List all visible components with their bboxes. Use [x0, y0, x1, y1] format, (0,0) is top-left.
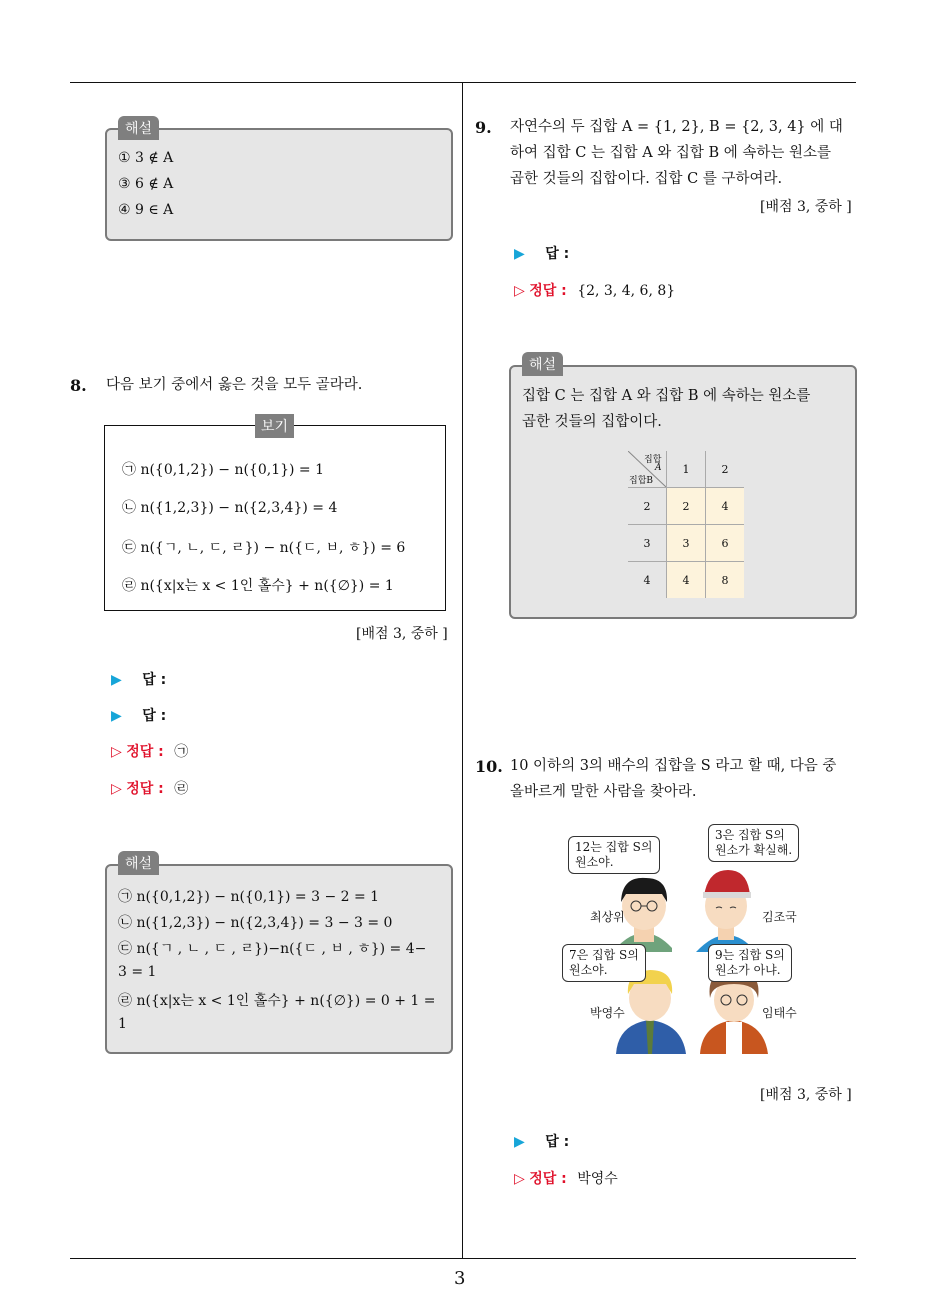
row-header: 2 — [628, 488, 667, 525]
triangle-outline-icon: ▷ — [514, 1171, 525, 1187]
solution-tab: 해설 — [118, 116, 159, 140]
triangle-outline-icon: ▷ — [514, 283, 525, 299]
person-lim-figure — [700, 970, 768, 1054]
answer-row — [111, 669, 166, 689]
question-text: 다음 보기 중에서 옳은 것을 모두 골라라. — [106, 377, 363, 393]
correct-label: 정답 : — [126, 744, 164, 760]
correct-value: 박영수 — [577, 1171, 618, 1187]
speech-line: 3은 집합 S의 — [715, 828, 785, 842]
corner-a: A — [655, 463, 662, 473]
solution-tab: 해설 — [118, 851, 159, 875]
bogi-item: ㉠ n({0,1,2}) − n({0,1}) = 1 — [122, 462, 325, 478]
speech-line: 원소야. — [569, 963, 608, 977]
solution-line: ③ 6 ∉ A — [118, 176, 174, 192]
correct-label: 정답 : — [529, 1171, 567, 1187]
column-divider — [462, 82, 463, 1258]
speech-bubble-kim — [708, 824, 799, 862]
table-cell: 3 — [667, 525, 706, 562]
answer-label: 답 : — [545, 246, 570, 262]
solution-tab: 해설 — [522, 352, 563, 376]
table-cell: 6 — [706, 525, 745, 562]
table-corner — [628, 451, 667, 488]
speech-bubble-choi — [568, 836, 660, 874]
bogi-item: ㉡ n({1,2,3}) − n({2,3,4}) = 4 — [122, 500, 338, 516]
question-line: 10 이하의 3의 배수의 집합을 S 라고 할 때, 다음 중 — [510, 758, 837, 774]
corner-bottom: 집합B — [629, 476, 654, 486]
correct-answer-row — [514, 1168, 618, 1188]
col-header: 2 — [706, 451, 745, 488]
person-name: 박영수 — [590, 1006, 625, 1020]
corner-top: 집합 — [644, 455, 662, 465]
bogi-label: 보기 — [255, 414, 294, 438]
question-line: 자연수의 두 집합 A = {1, 2}, B = {2, 3, 4} 에 대 — [510, 119, 843, 135]
speech-line: 원소가 아냐. — [715, 963, 781, 977]
row-header: 4 — [628, 562, 667, 599]
speech-bubble-lim — [708, 944, 792, 982]
page-number: 3 — [454, 1268, 466, 1289]
col-header: 1 — [667, 451, 706, 488]
answer-label: 답 : — [142, 708, 167, 724]
question-number: 10. — [475, 757, 503, 776]
correct-label: 정답 : — [126, 781, 164, 797]
person-name: 김조국 — [762, 910, 797, 924]
person-kim-figure — [696, 870, 756, 952]
bottom-rule — [70, 1258, 856, 1259]
score-label: [배점 3, 중하 ] — [356, 626, 448, 642]
speech-line: 원소야. — [575, 855, 614, 869]
correct-value: ㉣ — [174, 781, 189, 797]
correct-value: ㉠ — [174, 744, 189, 760]
bogi-item: ㉢ n({ㄱ, ㄴ, ㄷ, ㄹ}) − n({ㄷ, ㅂ, ㅎ}) = 6 — [122, 540, 406, 556]
speech-bubble-park — [562, 944, 646, 982]
play-icon: ▶ — [111, 708, 122, 724]
solution-line: 곱한 것들의 집합이다. — [522, 414, 662, 430]
row-header: 3 — [628, 525, 667, 562]
play-icon: ▶ — [514, 1134, 525, 1150]
person-name: 최상위 — [590, 910, 625, 924]
question-line: 하여 집합 C 는 집합 A 와 집합 B 에 속하는 원소를 — [510, 145, 832, 161]
question-number: 9. — [475, 118, 492, 137]
person-name: 임태수 — [762, 1006, 797, 1020]
solution-line: ㉠ n({0,1,2}) − n({0,1}) = 3 − 2 = 1 — [118, 889, 380, 905]
table-cell: 8 — [706, 562, 745, 599]
illustration — [556, 818, 816, 1062]
correct-answer-row — [111, 741, 188, 761]
answer-row — [111, 705, 166, 725]
person-park-figure — [616, 970, 686, 1054]
solution-line: ㉡ n({1,2,3}) − n({2,3,4}) = 3 − 3 = 0 — [118, 915, 393, 931]
answer-row — [514, 243, 569, 263]
answer-row — [514, 1131, 569, 1151]
score-label: [배점 3, 중하 ] — [760, 1087, 852, 1103]
correct-answer-row — [111, 778, 188, 798]
solution-line: 3 = 1 — [118, 964, 157, 980]
speech-line: 7은 집합 S의 — [569, 948, 639, 962]
correct-answer-row — [514, 280, 675, 300]
product-table — [628, 451, 744, 598]
speech-line: 9는 집합 S의 — [715, 948, 785, 962]
table-cell: 4 — [706, 488, 745, 525]
question-number: 8. — [70, 376, 87, 395]
table-cell: 2 — [667, 488, 706, 525]
solution-line: ㉢ n({ㄱ , ㄴ , ㄷ , ㄹ})−n({ㄷ , ㅂ , ㅎ}) = 4− — [118, 941, 427, 957]
triangle-outline-icon: ▷ — [111, 744, 122, 760]
correct-label: 정답 : — [529, 283, 567, 299]
solution-line: ④ 9 ∈ A — [118, 202, 174, 218]
solution-line: ㉣ n({x|x는 x < 1인 홀수} + n({∅}) = 0 + 1 = — [118, 993, 436, 1009]
speech-line: 원소가 확실해. — [715, 843, 793, 857]
answer-label: 답 : — [142, 672, 167, 688]
top-rule — [70, 82, 856, 83]
play-icon: ▶ — [514, 246, 525, 262]
play-icon: ▶ — [111, 672, 122, 688]
solution-line: ① 3 ∉ A — [118, 150, 174, 166]
score-label: [배점 3, 중하 ] — [760, 199, 852, 215]
triangle-outline-icon: ▷ — [111, 781, 122, 797]
solution-line: 집합 C 는 집합 A 와 집합 B 에 속하는 원소를 — [522, 388, 811, 404]
correct-value: {2, 3, 4, 6, 8} — [577, 283, 676, 299]
question-line: 곱한 것들의 집합이다. 집합 C 를 구하여라. — [510, 171, 783, 187]
bogi-item: ㉣ n({x|x는 x < 1인 홀수} + n({∅}) = 1 — [122, 578, 394, 594]
answer-label: 답 : — [545, 1134, 570, 1150]
speech-line: 12는 집합 S의 — [575, 840, 653, 854]
table-cell: 4 — [667, 562, 706, 599]
question-line: 올바르게 말한 사람을 찾아라. — [510, 784, 697, 800]
solution-line: 1 — [118, 1016, 127, 1032]
